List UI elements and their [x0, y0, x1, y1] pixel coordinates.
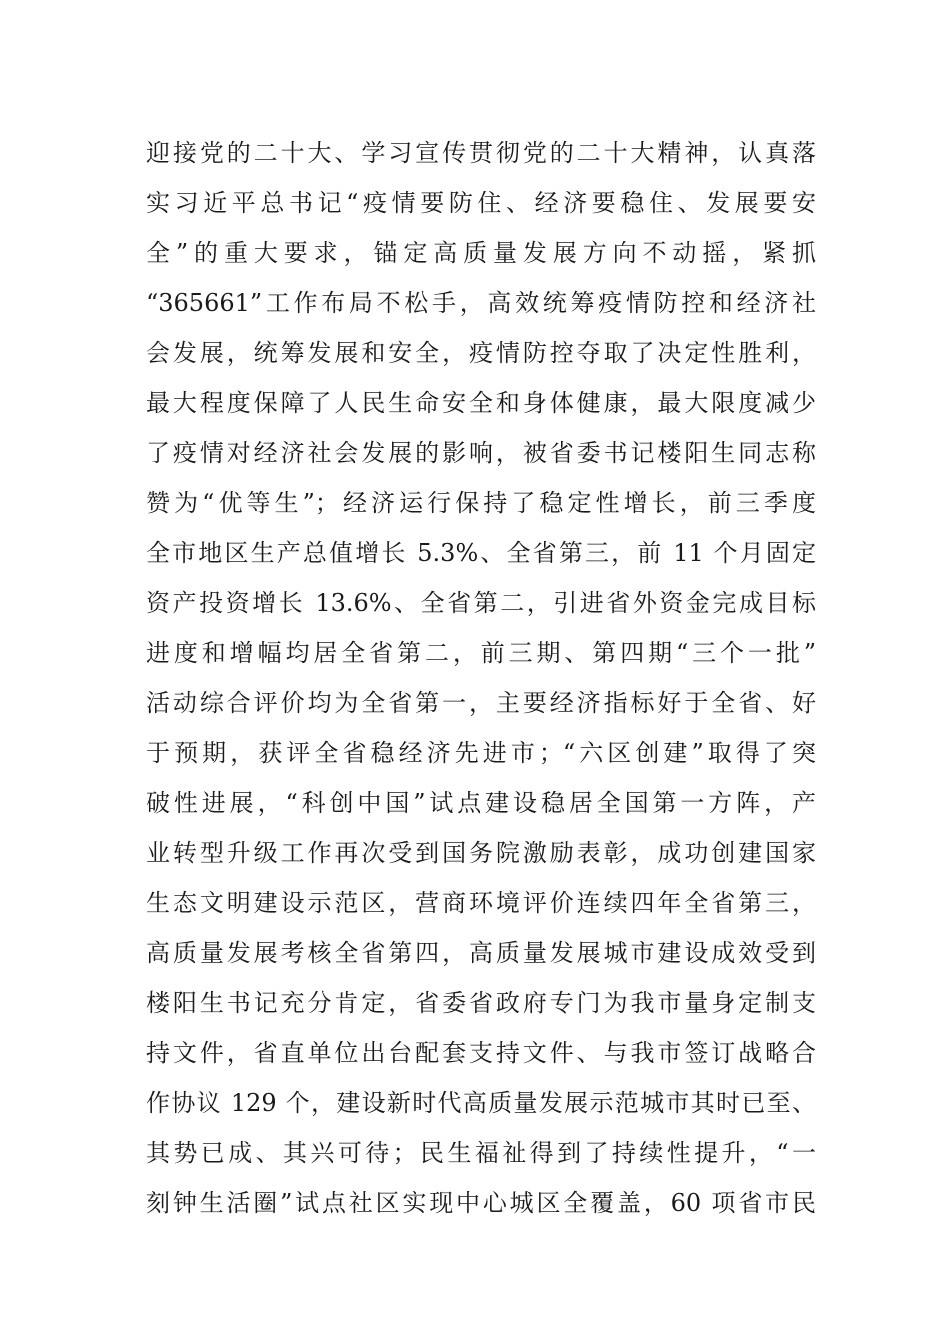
text-line: 全市地区生产总值增长 5.3%、全省第三，前 11 个月固定 — [146, 539, 816, 567]
text-line: 迎接党的二十大、学习宣传贯彻党的二十大精神，认真落 — [146, 139, 816, 167]
text-line: 其势已成、其兴可待；民生福祉得到了持续性提升，“一 — [146, 1139, 816, 1167]
text-line: 于预期，获评全省稳经济先进市；“六区创建”取得了突 — [146, 739, 816, 767]
text-line: 了疫情对经济社会发展的影响，被省委书记楼阳生同志称 — [146, 439, 816, 467]
text-line: 会发展，统筹发展和安全，疫情防控夺取了决定性胜利， — [146, 339, 816, 367]
text-line: 高质量发展考核全省第四，高质量发展城市建设成效受到 — [146, 939, 816, 967]
text-line: 楼阳生书记充分肯定，省委省政府专门为我市量身定制支 — [146, 989, 816, 1017]
text-line: 活动综合评价均为全省第一，主要经济指标好于全省、好 — [146, 689, 816, 717]
text-line: 最大程度保障了人民生命安全和身体健康，最大限度减少 — [146, 389, 816, 417]
text-line: 资产投资增长 13.6%、全省第二，引进省外资金完成目标 — [146, 589, 816, 617]
text-line: 持文件，省直单位出台配套支持文件、与我市签订战略合 — [146, 1039, 816, 1067]
text-line: 赞为“优等生”；经济运行保持了稳定性增长，前三季度 — [146, 489, 816, 517]
text-line: 实习近平总书记“疫情要防住、经济要稳住、发展要安 — [146, 189, 816, 217]
text-line: 进度和增幅均居全省第二，前三期、第四期“三个一批” — [146, 639, 816, 667]
text-line: 生态文明建设示范区，营商环境评价连续四年全省第三， — [146, 889, 816, 917]
text-line: 破性进展，“科创中国”试点建设稳居全国第一方阵，产 — [146, 789, 816, 817]
text-line: 刻钟生活圈”试点社区实现中心城区全覆盖，60 项省市民 — [146, 1189, 816, 1217]
text-line: “365661”工作布局不松手，高效统筹疫情防控和经济社 — [146, 289, 816, 317]
text-line: 全”的重大要求，锚定高质量发展方向不动摇，紧抓 — [146, 239, 816, 267]
text-line: 作协议 129 个，建设新时代高质量发展示范城市其时已至、 — [146, 1089, 816, 1117]
text-line: 业转型升级工作再次受到国务院激励表彰，成功创建国家 — [146, 839, 816, 867]
body-paragraph — [146, 128, 816, 1228]
